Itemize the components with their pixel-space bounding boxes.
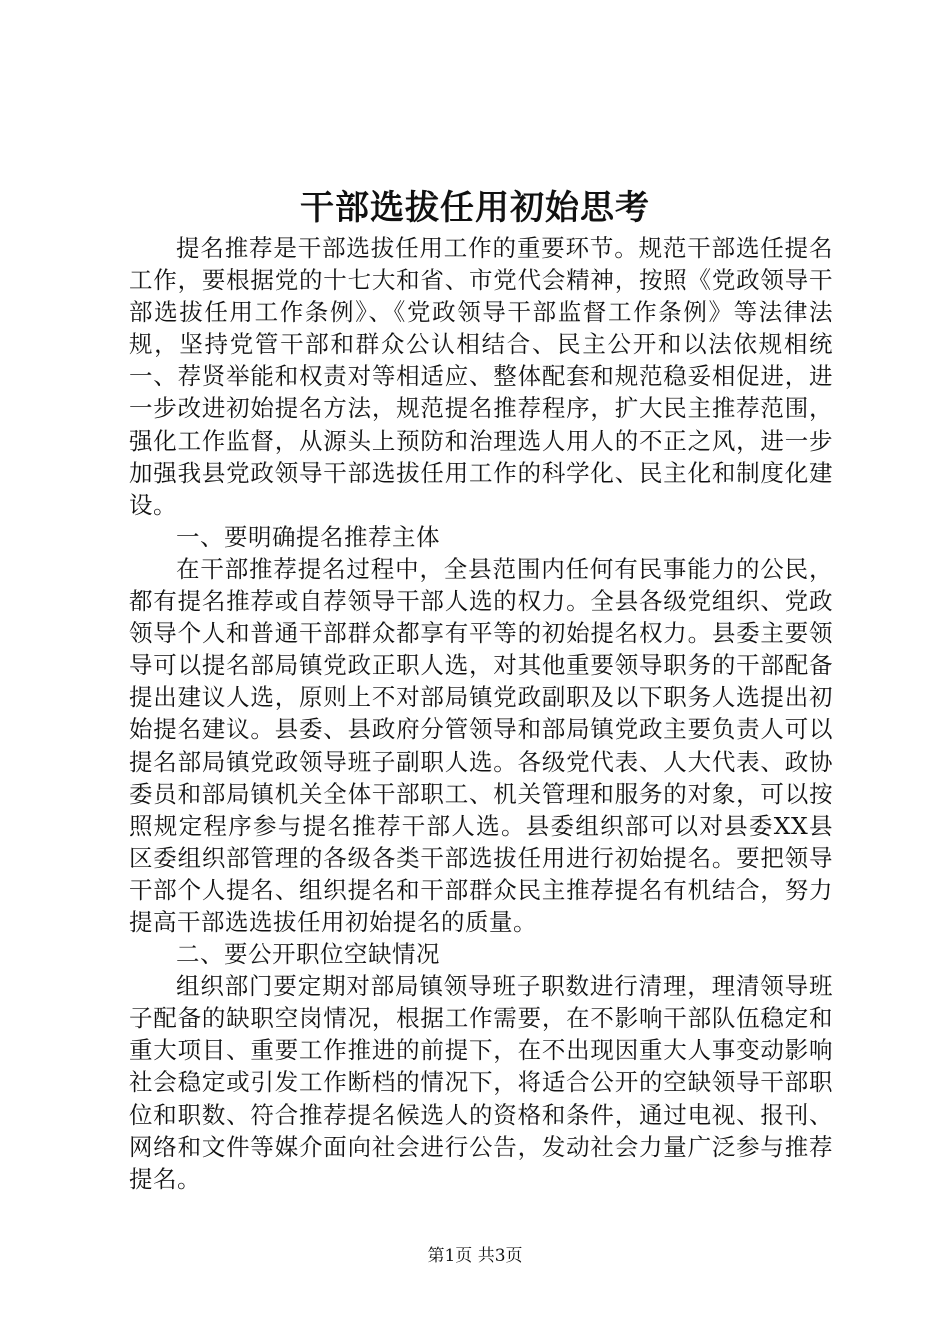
section-2-paragraph: 组织部门要定期对部局镇领导班子职数进行清理，理清领导班子配备的缺职空岗情况，根据工作需要，在不影响干部队伍稳定和重大项目、重要工作推进的前提下，在不出现因重大人事变动影响社会稳定或引发工作断档的情况下，将适合公开的空缺领导干部职位和职数、符合推荐提名候选人的资格和条件，通过电视、报刊、网络和文件等媒介面向社会进行公告，发动社会力量广泛参与推荐提名。	[129, 972, 833, 1193]
document-title: 干部选拔任用初始思考	[300, 188, 650, 228]
page-number-footer: 第1页 共3页	[427, 1246, 523, 1266]
intro-paragraph: 提名推荐是干部选拔任用工作的重要环节。规范干部选任提名工作，要根据党的十七大和省、市党代会精神，按照《党政领导干部选拔任用工作条例》、《党政领导干部监督工作条例》等法律法规，坚持党管干部和群众公认相结合、民主公开和以法依规相统一、荐贤举能和权责对等相适应、整体配套和规范稳妥相促进，进一步改进初始提名方法，规范提名推荐程序，扩大民主推荐范围，强化工作监督，从源头上预防和治理选人用人的不正之风，进一步加强我县党政领导干部选拔任用工作的科学化、民主化和制度化建设。	[129, 234, 833, 519]
document-body	[129, 232, 833, 1195]
section-heading-1: 一、要明确提名推荐主体	[176, 522, 440, 551]
section-heading-2: 二、要公开职位空缺情况	[176, 940, 440, 969]
section-1-paragraph: 在干部推荐提名过程中，全县范围内任何有民事能力的公民，都有提名推荐或自荐领导干部人选的权力。全县各级党组织、党政领导个人和普通干部群众都享有平等的初始提名权力。县委主要领导可以提名部局镇党政正职人选，对其他重要领导职务的干部配备提出建议人选，原则上不对部局镇党政副职及以下职务人选提出初始提名建议。县委、县政府分管领导和部局镇党政主要负责人可以提名部局镇党政领导班子副职人选。各级党代表、人大代表、政协委员和部局镇机关全体干部职工、机关管理和服务的对象，可以按照规定程序参与提名推荐干部人选。县委组织部可以对县委XX县区委组织部管理的各级各类干部选拔任用进行初始提名。要把领导干部个人提名、组织提名和干部群众民主推荐提名有机结合，努力提高干部选选拔任用初始提名的质量。	[129, 554, 833, 936]
